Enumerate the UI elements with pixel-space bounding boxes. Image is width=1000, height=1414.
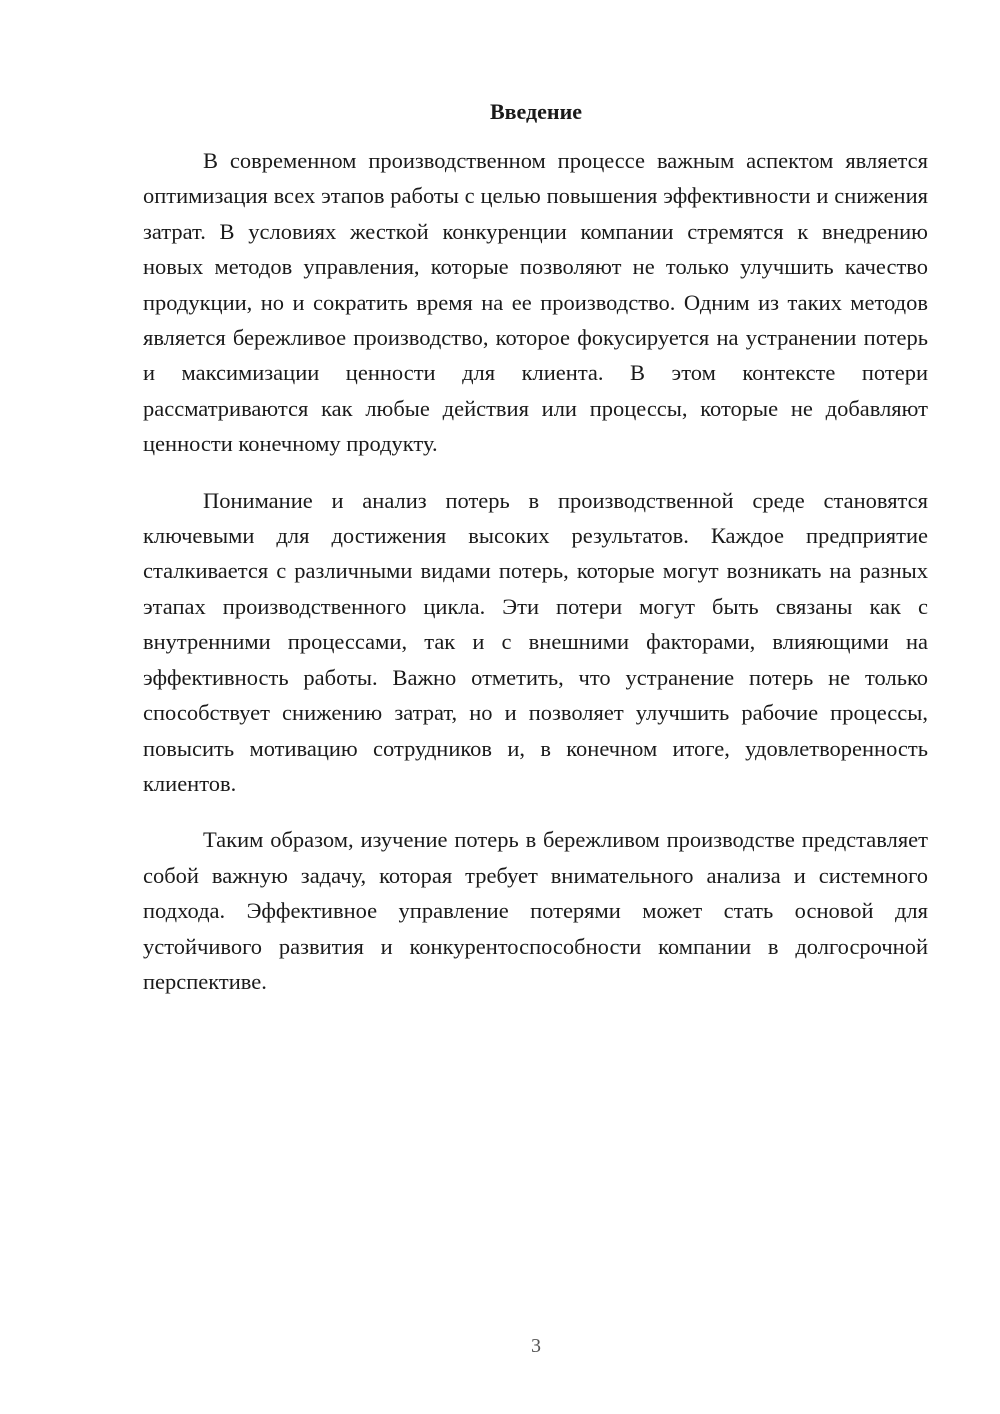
paragraph-2: Понимание и анализ потерь в производственной среде становятся ключевыми для достижения высоких результатов. Каждое предприятие сталкивается с различными видами потерь, которые могут возникать на разных этапах производственного цикла. Эти потери могут быть связаны как с внутренними процессами, так и с внешними факторами, влияющими на эффективность работы. Важно отметить, что устранение потерь не только способствует снижению затрат, но и позволяет улучшить рабочие процессы, повысить мотивацию сотрудников и, в конечном итоге, удовлетворенность клиентов.	[143, 487, 928, 796]
paragraph-3: Таким образом, изучение потерь в бережливом производстве представляет собой важную задачу, которая требует внимательного анализа и системного подхода. Эффективное управление потерями может стать основой для устойчивого развития и конкурентоспособности компании в долгосрочной перспективе.	[143, 827, 928, 994]
page-number: 3	[531, 1335, 541, 1357]
body-text	[143, 143, 928, 999]
section-heading: Введение	[489, 99, 583, 124]
paragraph-1: В современном производственном процессе важным аспектом является оптимизация всех этапов работы с целью повышения эффективности и снижения затрат. В условиях жесткой конкуренции компании стремятся к внедрению новых методов управления, которые позволяют не только улучшить качество продукции, но и сократить время на ее производство. Одним из таких методов является бережливое производство, которое фокусируется на устранении потерь и максимизации ценности для клиента. В этом контексте потери рассматриваются как любые действия или процессы, которые не добавляют ценности конечному продукту.	[143, 148, 928, 457]
